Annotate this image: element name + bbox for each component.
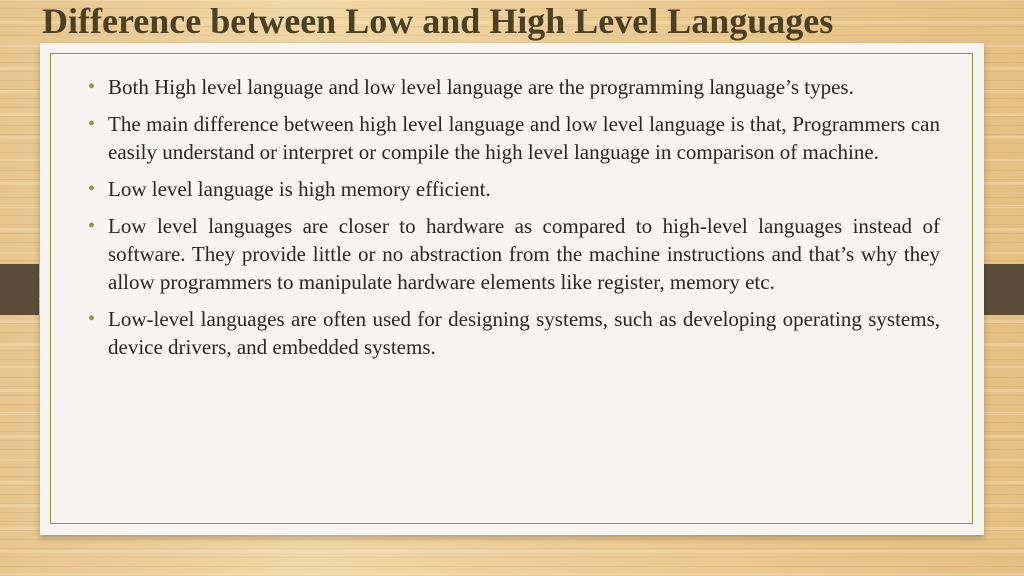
bullet-item — [88, 305, 940, 361]
bullet-marker: • — [88, 76, 96, 98]
bullet-item — [88, 73, 940, 101]
left-decorative-tab — [0, 264, 39, 315]
bullet-marker: • — [88, 215, 96, 237]
bullet-marker: • — [88, 308, 96, 330]
bullet-text: Low-level languages are often used for designing systems, such as developing operating systems, device drivers, and embedded systems. — [108, 307, 940, 359]
bullet-marker: • — [88, 178, 96, 200]
bullet-text: Low level languages are closer to hardware as compared to high-level languages instead of software. They provide little or no abstraction from the machine instructions and that’s why they allow programmers to manipulate hardware elements like register, memory etc. — [108, 214, 940, 294]
content-card — [40, 43, 984, 535]
bullet-item — [88, 175, 940, 203]
bullet-text: Both High level language and low level language are the programming language’s types. — [108, 75, 854, 99]
bullet-item — [88, 110, 940, 166]
bullet-text: The main difference between high level language and low level language is that, Programmers can easily understand or interpret or compile the high level language in comparison of machine. — [108, 112, 940, 164]
bullet-list — [88, 73, 940, 370]
bullet-text: Low level language is high memory efficient. — [108, 177, 491, 201]
bullet-marker: • — [88, 113, 96, 135]
slide-title: Difference between Low and High Level Languages — [42, 1, 834, 41]
bullet-item — [88, 212, 940, 296]
